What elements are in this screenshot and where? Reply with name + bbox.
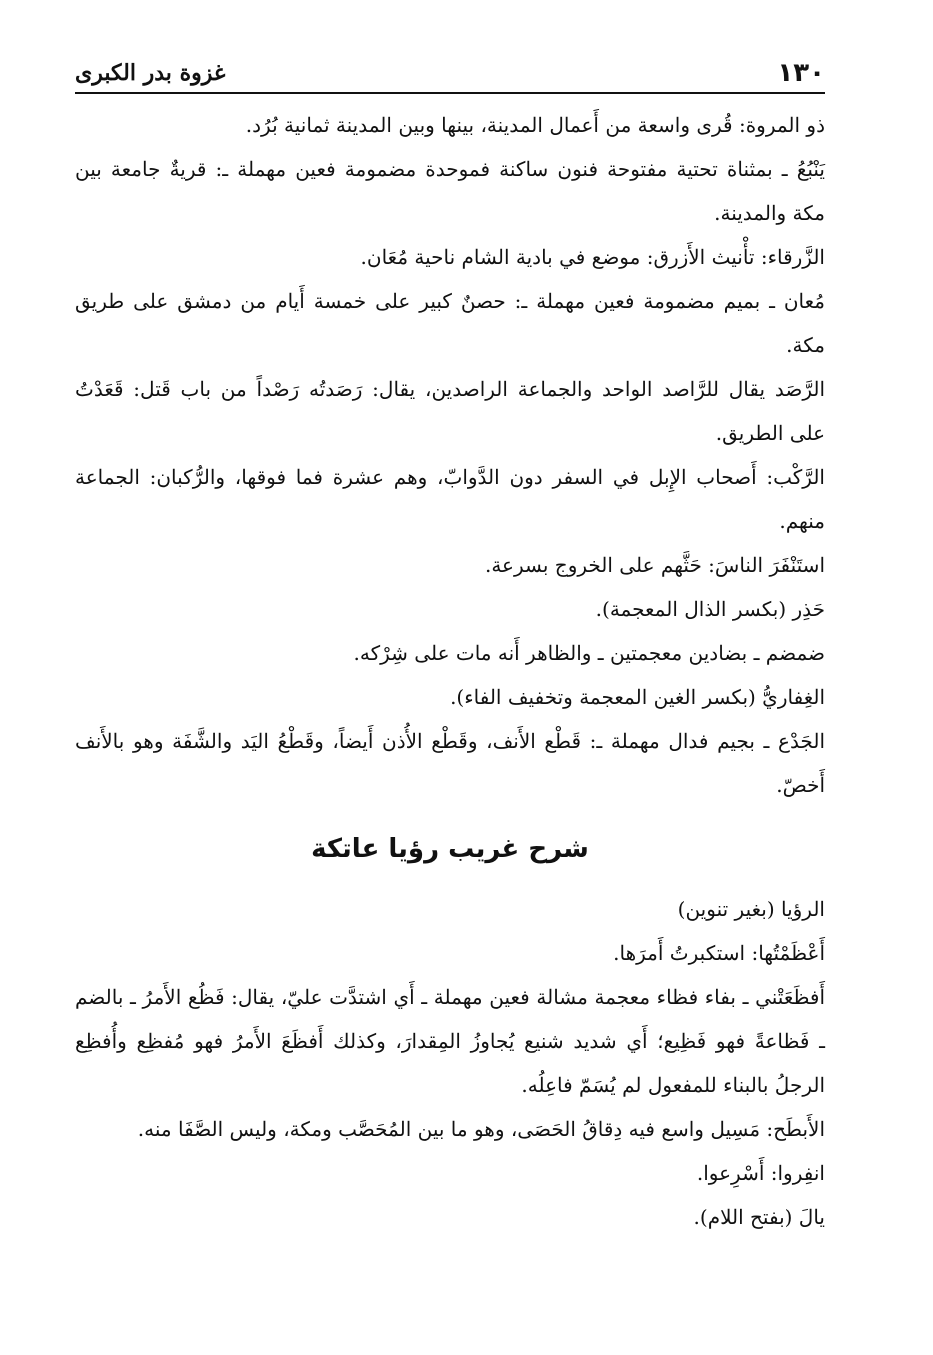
page-body [75, 103, 825, 1239]
entry-al-rasad: الرَّصَد يقال للرَّاصد الواحد والجماعة الراصدين، يقال: رَصَدتُه رَصْداً من باب قَتل: قَعَدْتُ على الطريق. [75, 377, 825, 445]
entry-yanbu: يَنْبُعُ ـ بمثناة تحتية مفتوحة فنون ساكنة فموحدة مضمومة فعين مهملة ـ: قريةٌ جامعة بين مكة والمدينة. [75, 157, 825, 225]
entry-istanfara: استَنْفَرَ الناسَ: حَثَّهم على الخروج بسرعة. [484, 553, 825, 577]
page-header [75, 52, 825, 94]
entry-azamtuha: أَعْظَمْتُها: استكبرتُ أَمرَها. [613, 941, 825, 965]
entry-al-abtah: الأَبطَح: مَسِيل واسع فيه دِقاقُ الحَصَى، وهو ما بين المُحَصَّب ومكة، وليس الصَّفَا منه. [137, 1117, 825, 1141]
entry-maan: مُعان ـ بميم مضمومة فعين مهملة ـ: حصنٌ كبير على خمسة أَيام من دمشق على طريق مكة. [75, 289, 825, 357]
entry-al-zarqa: الزَّرقاء: تأْنيث الأَزرق: موضع في بادية الشام ناحية مُعَان. [360, 245, 825, 269]
running-title: غزوة بدر الكبرى [75, 60, 226, 86]
page-number: ١٣٠ [777, 58, 825, 88]
entry-damdam: ضمضم ـ بضادين معجمتين ـ والظاهر أَنه مات على شِرْكه. [353, 641, 825, 665]
entry-dhu-al-marwa: ذو المروة: قُرى واسعة من أَعمال المدينة، بينها وبين المدينة ثمانية بُرُد. [245, 113, 825, 137]
section-heading: شرح غريب رؤيا عاتكة [311, 834, 589, 864]
entry-yala: يالَ (بفتح اللام). [693, 1205, 825, 1229]
entry-al-ghifari: الغِفاريُّ (بكسر الغين المعجمة وتخفيف الفاء). [450, 685, 825, 709]
entry-hadhir: حَذِر (بكسر الذال المعجمة). [595, 597, 825, 621]
entry-al-rakb: الرَّكْب: أَصحاب الإِبل في السفر دون الدَّوابّ، وهم عشرة فما فوقها، والرُّكبان: الجماعة منهم. [75, 465, 825, 533]
entry-al-ruya: الرؤيا (بغير تنوين) [677, 897, 825, 921]
entry-infiru: انفِروا: أَسْرِعوا. [696, 1161, 825, 1185]
entry-afzaatni: أَفظَعَتْني ـ بفاء فظاء معجمة مشالة فعين مهملة ـ أَي اشتدَّت عليّ، يقال: فَظُع الأَمرُ ـ بالضم ـ فَظاعةً فهو فَظِيع؛ أَي شديد شنيع يُجاوزُ المِقدارَ، وكذلك أَفظَعَ الأَمرُ فهو مُفظِع وأُفظِع الرجلُ بالبناء للمفعول لم يُسَمّ فاعِلُه. [75, 985, 825, 1097]
entry-al-jad: الجَدْع ـ بجيم فدال مهملة ـ: قَطْع الأَنف، وقَطْع الأُذن أَيضاً، وقَطْعُ اليَد والشَّفَة وهو بالأَنف أَخصّ. [75, 729, 825, 797]
